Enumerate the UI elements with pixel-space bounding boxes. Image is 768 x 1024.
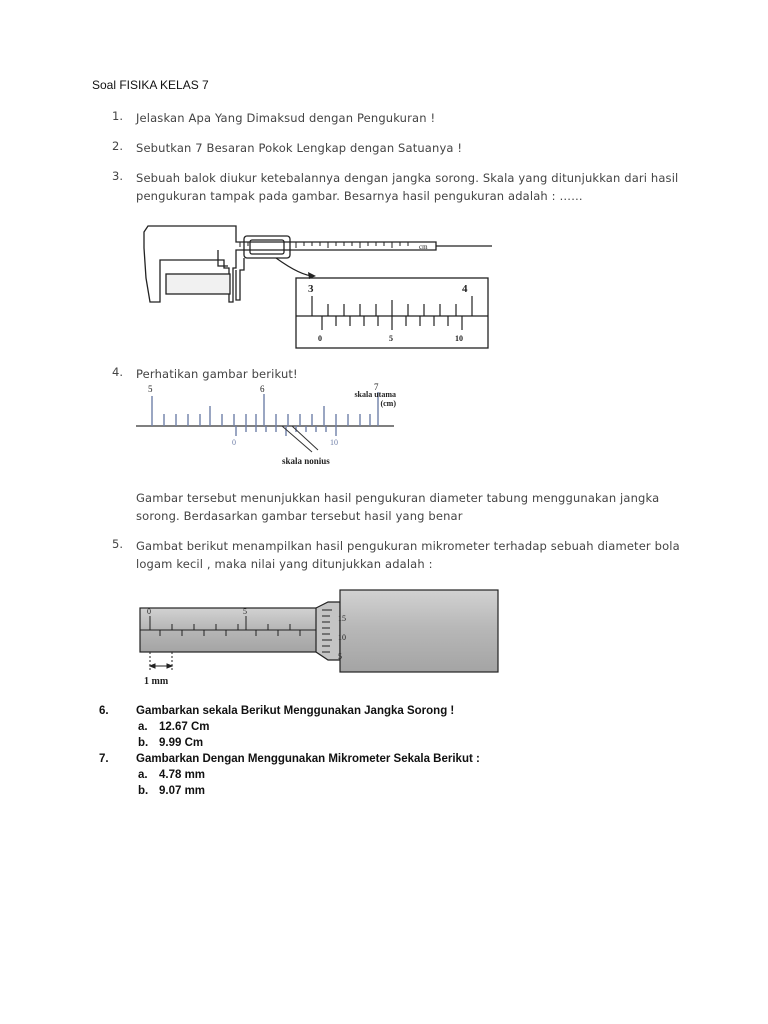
caliper-zoom-vernier-ticks bbox=[322, 316, 462, 330]
question-6-item-a-letter: a. bbox=[138, 721, 148, 733]
question-6-item-b: 9.99 Cm bbox=[159, 737, 204, 749]
caliper-body bbox=[144, 226, 492, 302]
question-7-text: Gambarkan Dengan Menggunakan Mikrometer Sekala Berikut : bbox=[136, 753, 480, 765]
question-3-number: 3. bbox=[112, 169, 123, 183]
question-7-item-b: 9.07 mm bbox=[159, 785, 206, 797]
micrometer-thimble-15: 15 bbox=[338, 614, 346, 623]
question-4-number: 4. bbox=[112, 365, 123, 379]
question-6-text: Gambarkan sekala Berikut Menggunakan Jangka Sorong ! bbox=[136, 705, 455, 717]
micrometer-thimble-bevel bbox=[316, 602, 340, 660]
micrometer-1mm-marker bbox=[150, 652, 172, 670]
question-5-text-line2: logam kecil , maka nilai yang ditunjukkan adalah : bbox=[136, 557, 433, 571]
question-7-item-a-letter: a. bbox=[138, 769, 148, 781]
question-6-item-a: 12.67 Cm bbox=[159, 721, 210, 733]
question-7-item-b-letter: b. bbox=[138, 785, 149, 797]
vernier-nonius-ticks bbox=[236, 426, 336, 436]
vernier-label-main-1: skala utama bbox=[354, 390, 396, 399]
question-1-number: 1. bbox=[112, 109, 123, 123]
vernier-main-6: 6 bbox=[260, 384, 265, 394]
micrometer-thimble-10: 10 bbox=[338, 633, 346, 642]
micrometer-1mm-label: 1 mm bbox=[144, 676, 169, 687]
question-6-number: 6. bbox=[99, 705, 109, 717]
caliper-zoom-main-3: 3 bbox=[308, 283, 314, 295]
vernier-nonius-0: 0 bbox=[232, 438, 236, 447]
micrometer-figure bbox=[136, 588, 502, 688]
question-4-after-line1: Gambar tersebut menunjukkan hasil pengukuran diameter tabung menggunakan jangka bbox=[136, 491, 660, 505]
caliper-zoom-main-4: 4 bbox=[462, 283, 468, 295]
question-4-after-line2: sorong. Berdasarkan gambar tersebut hasil yang benar bbox=[136, 509, 463, 523]
vernier-main-5: 5 bbox=[148, 384, 153, 394]
vernier-main-7: 7 bbox=[374, 382, 379, 392]
vernier-pointer-arrow-2 bbox=[282, 426, 312, 452]
question-6-item-b-letter: b. bbox=[138, 737, 149, 749]
vernier-scale-figure bbox=[134, 382, 400, 468]
micrometer-thimble-5: 5 bbox=[338, 652, 342, 661]
question-5-text-line1: Gambat berikut menampilkan hasil pengukuran mikrometer terhadap sebuah diameter bola bbox=[136, 539, 680, 553]
caliper-vernier-10: 10 bbox=[455, 334, 463, 343]
question-2-number: 2. bbox=[112, 139, 123, 153]
caliper-figure bbox=[136, 218, 498, 352]
question-4-text: Perhatikan gambar berikut! bbox=[136, 367, 298, 381]
question-3-text-line2: pengukuran tampak pada gambar. Besarnya hasil pengukuran adalah : …… bbox=[136, 189, 583, 203]
caliper-ruler-ticks bbox=[240, 242, 408, 248]
vernier-nonius-10: 10 bbox=[330, 438, 338, 447]
caliper-zoom-main-ticks bbox=[312, 296, 472, 316]
page-title: Soal FISIKA KELAS 7 bbox=[92, 78, 209, 92]
question-7-item-a: 4.78 mm bbox=[159, 769, 206, 781]
question-2-text: Sebutkan 7 Besaran Pokok Lengkap dengan Satuanya ! bbox=[136, 141, 463, 155]
micrometer-sleeve-0: 0 bbox=[147, 607, 151, 616]
question-5-number: 5. bbox=[112, 537, 123, 551]
caliper-unit-label: cm bbox=[419, 243, 428, 251]
caliper-vernier-5: 5 bbox=[389, 334, 393, 343]
vernier-label-nonius: skala nonius bbox=[282, 456, 330, 466]
vernier-label-main-2: (cm) bbox=[380, 399, 396, 408]
question-3-text-line1: Sebuah balok diukur ketebalannya dengan jangka sorong. Skala yang ditunjukkan dari hasil bbox=[136, 171, 679, 185]
vernier-main-ticks bbox=[152, 392, 378, 426]
caliper-vernier-0: 0 bbox=[318, 334, 322, 343]
micrometer-thimble bbox=[340, 590, 498, 672]
micrometer-sleeve-5: 5 bbox=[243, 607, 247, 616]
question-1-text: Jelaskan Apa Yang Dimaksud dengan Pengukuran ! bbox=[136, 111, 436, 125]
question-7-number: 7. bbox=[99, 753, 109, 765]
